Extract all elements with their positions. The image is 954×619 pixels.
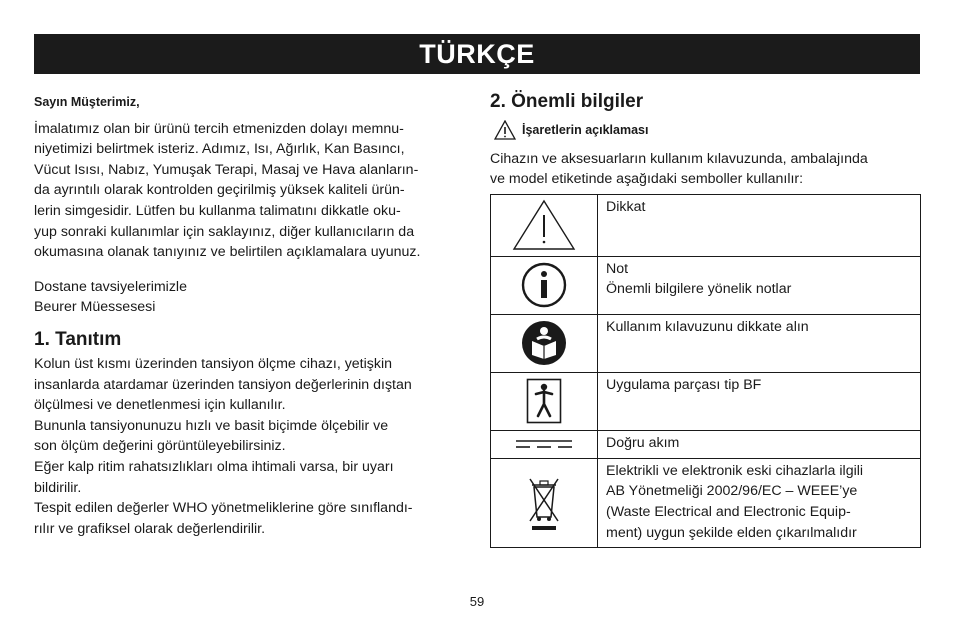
section1-paragraph (34, 354, 466, 539)
symbol-text: (Waste Electrical and Electronic Equip- (606, 503, 851, 520)
symbols-heading-row (494, 120, 922, 141)
symbol-description (598, 458, 921, 547)
table-row (491, 430, 921, 458)
symbol-description (598, 372, 921, 430)
section1-line: bildirilir. (34, 479, 82, 496)
section1-line: Kolun üst kısmı üzerinden tansiyon ölçme cihazı, yetişkin (34, 355, 393, 372)
intro-line: lerin simgesidir. Lütfen bu kullanma talimatını dikkatle oku- (34, 202, 401, 219)
symbols-table (490, 194, 921, 548)
salutation: Sayın Müşterimiz, (34, 95, 140, 109)
symbol-text: Kullanım kılavuzunu dikkate alın (606, 318, 809, 335)
symbol-description (598, 256, 921, 314)
symbol-text: Elektrikli ve elektronik eski cihazlarla ilgili (606, 462, 864, 479)
intro-line: okumasına olanak tanıyınız ve belirtilen açıklamalara uyunuz. (34, 244, 421, 261)
table-row (491, 256, 921, 314)
intro-line: Vücut Isısı, Nabız, Yumuşak Terapi, Masaj ve Hava alanların- (34, 161, 419, 178)
weee-bin-icon (491, 458, 598, 547)
section2-heading: 2. Önemli bilgiler (490, 91, 644, 112)
symbol-description (598, 430, 921, 458)
intro-line: yup sonraki kullanımlar için saklayınız, diğer kullanıcıların da (34, 223, 415, 240)
symbols-heading: İşaretlerin açıklaması (522, 123, 649, 137)
symbols-intro-line: ve model etiketinde aşağıdaki semboller kullanılır: (490, 171, 804, 188)
page-title: TÜRKÇE (419, 38, 535, 69)
closing-line: Dostane tavsiyelerimizle (34, 278, 187, 295)
closing-signature: Beurer Müessesesi (34, 299, 156, 316)
intro-line: da ayrıntılı olarak kontrolden geçirilmiş yüksek kaliteli ürün- (34, 182, 405, 199)
symbol-text: Dikkat (606, 198, 646, 215)
table-row (491, 458, 921, 547)
read-manual-icon (491, 314, 598, 372)
type-bf-icon (491, 372, 598, 430)
direct-current-icon (491, 430, 598, 458)
symbol-text: Önemli bilgilere yönelik notlar (606, 281, 792, 298)
section1-line: rılır ve grafiksel olarak değerlendirilir. (34, 520, 266, 537)
symbols-intro (490, 149, 922, 190)
symbol-text: Doğru akım (606, 434, 680, 451)
section1-line: son ölçüm değerini görüntüleyebilirsiniz. (34, 438, 286, 455)
section1-line: Bununla tansiyonunuzu hızlı ve basit biçimde ölçebilir ve (34, 417, 389, 434)
symbol-text: Not (606, 260, 629, 277)
symbol-description (598, 314, 921, 372)
symbol-description (598, 194, 921, 256)
section1-line: insanlarda atardamar üzerinden tansiyon değerlerinin dıştan (34, 376, 412, 393)
symbols-intro-line: Cihazın ve aksesuarların kullanım kılavuzunda, ambalajında (490, 150, 868, 167)
closing (34, 277, 466, 318)
symbol-text: ment) uygun şekilde elden çıkarılmalıdır (606, 524, 857, 541)
table-row (491, 194, 921, 256)
section1-line: Eğer kalp ritim rahatsızlıkları olma ihtimali varsa, bir uyarı (34, 458, 394, 475)
page-number: 59 (469, 594, 485, 609)
warning-triangle-icon (494, 120, 516, 140)
info-icon (491, 256, 598, 314)
page-title-banner (34, 34, 920, 74)
symbol-text: AB Yönetmeliği 2002/96/EC – WEEE’ye (606, 483, 858, 500)
section1-line: Tespit edilen değerler WHO yönetmeliklerine göre sınıflandı- (34, 500, 413, 517)
intro-line: İmalatımız olan bir ürünü tercih etmenizden dolayı memnu- (34, 120, 404, 137)
section1-heading: 1. Tanıtım (34, 328, 122, 350)
left-column (34, 92, 466, 539)
symbol-text: Uygulama parçası tip BF (606, 376, 762, 393)
intro-line: niyetimizi belirtmek isteriz. Adımız, Isı, Ağırlık, Kan Basıncı, (34, 141, 405, 158)
table-row (491, 372, 921, 430)
section1-line: ölçülmesi ve denetlenmesi için kullanılır. (34, 397, 286, 414)
table-row (491, 314, 921, 372)
right-column (490, 90, 922, 548)
warning-triangle-icon (491, 194, 598, 256)
intro-paragraph (34, 119, 466, 263)
